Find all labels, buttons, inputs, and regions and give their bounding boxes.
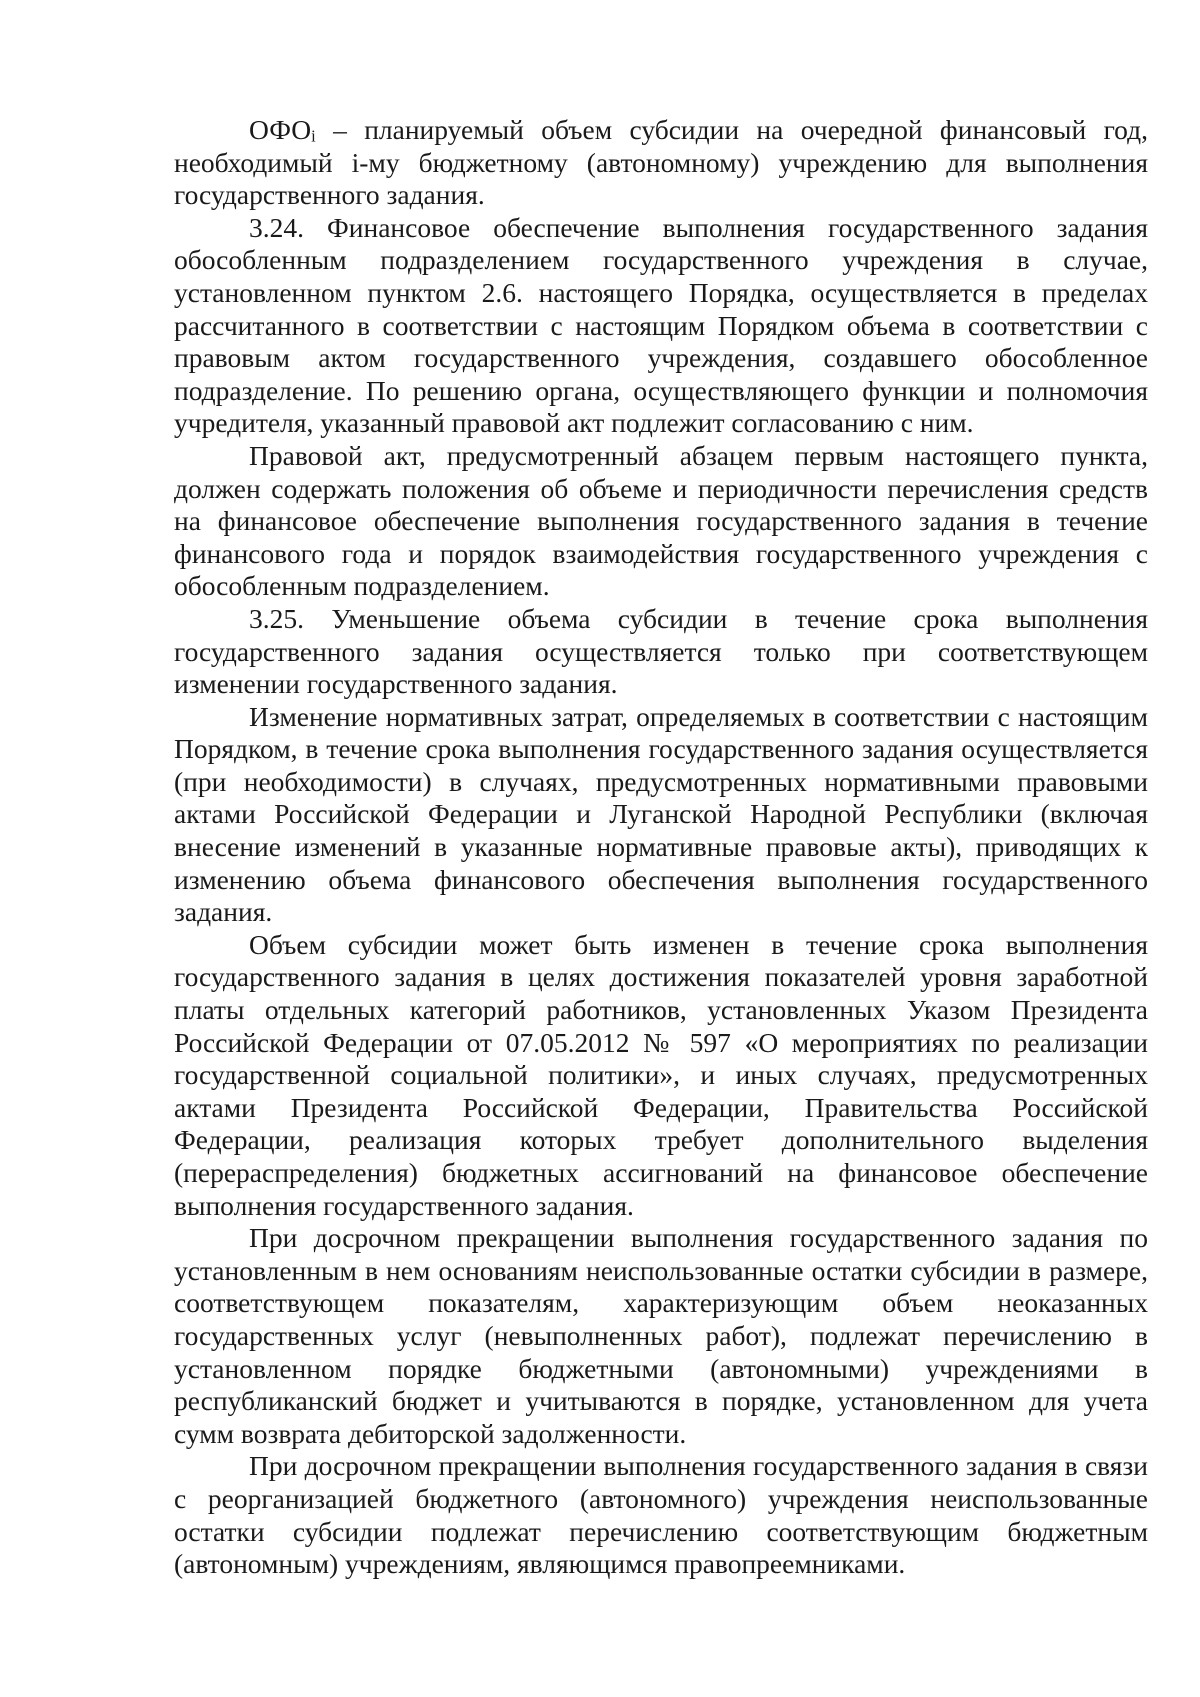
formula-note-paragraph <box>174 114 1148 212</box>
paragraph-normative-costs-change: Изменение нормативных затрат, определяемых в соответствии с настоящим Порядком, в течение срока выполнения государственного задания осуществляется (при необходимости) в случаях, предусмотренных нормативными правовыми актами Российской Федерации и Луганской Народной Республики (включая внесение изменений в указанные нормативные правовые акты), приводящих к изменению объема финансового обеспечения выполнения государственного задания. <box>174 700 1148 928</box>
formula-symbol: ОФО <box>249 114 312 145</box>
formula-note-text: – планируемый объем субсидии на очередной финансовый год, необходимый i-му бюджетному (автономному) учреждению для выполнения государственного задания. <box>174 114 1148 211</box>
paragraph-early-termination-grounds: При досрочном прекращении выполнения государственного задания по установленным в нем основаниям неиспользованные остатки субсидии в размере, соответствующем показателям, характеризующим объем неоказанных государственных услуг (невыполненных работ), подлежат перечислению в установленном порядке бюджетными (автономными) учреждениями в республиканский бюджет и учитываются в порядке, установленном для учета сумм возврата дебиторской задолженности. <box>174 1222 1148 1449</box>
paragraph-3-25: 3.25. Уменьшение объема субсидии в течение срока выполнения государственного задания осуществляется только при соответствующем изменении государственного задания. <box>174 602 1148 700</box>
paragraph-3-24: 3.24. Финансовое обеспечение выполнения государственного задания обособленным подразделением государственного учреждения в случае, установленном пунктом 2.6. настоящего Порядка, осуществляется в пределах рассчитанного в соответствии с настоящим Порядком объема в соответствии с правовым актом государственного учреждения, создавшего обособленное подразделение. По решению органа, осуществляющего функции и полномочия учредителя, указанный правовой акт подлежит согласованию с ним. <box>174 211 1148 439</box>
paragraph-subsidy-volume-change: Объем субсидии может быть изменен в течение срока выполнения государственного задания в целях достижения показателей уровня заработной платы отдельных категорий работников, установленных Указом Президента Российской Федерации от 07.05.2012 № 597 «О мероприятиях по реализации государственной социальной политики», и иных случаях, предусмотренных актами Президента Российской Федерации, Правительства Российской Федерации, реализация которых требует дополнительного выделения (перераспределения) бюджетных ассигнований на финансовое обеспечение выполнения государственного задания. <box>174 928 1148 1221</box>
paragraph-early-termination-reorganization: При досрочном прекращении выполнения государственного задания в связи с реорганизацией бюджетного (автономного) учреждения неиспользованные остатки субсидии подлежат перечислению соответствующим бюджетным (автономным) учреждениям, являющимся правопреемниками. <box>174 1450 1148 1580</box>
formula-subscript: i <box>311 126 316 146</box>
document-body <box>174 114 1148 1581</box>
paragraph-legal-act-content: Правовой акт, предусмотренный абзацем первым настоящего пункта, должен содержать положения об объеме и периодичности перечисления средств на финансовое обеспечение выполнения государственного задания в течение финансового года и порядок взаимодействия государственного учреждения с обособленным подразделением. <box>174 439 1148 602</box>
